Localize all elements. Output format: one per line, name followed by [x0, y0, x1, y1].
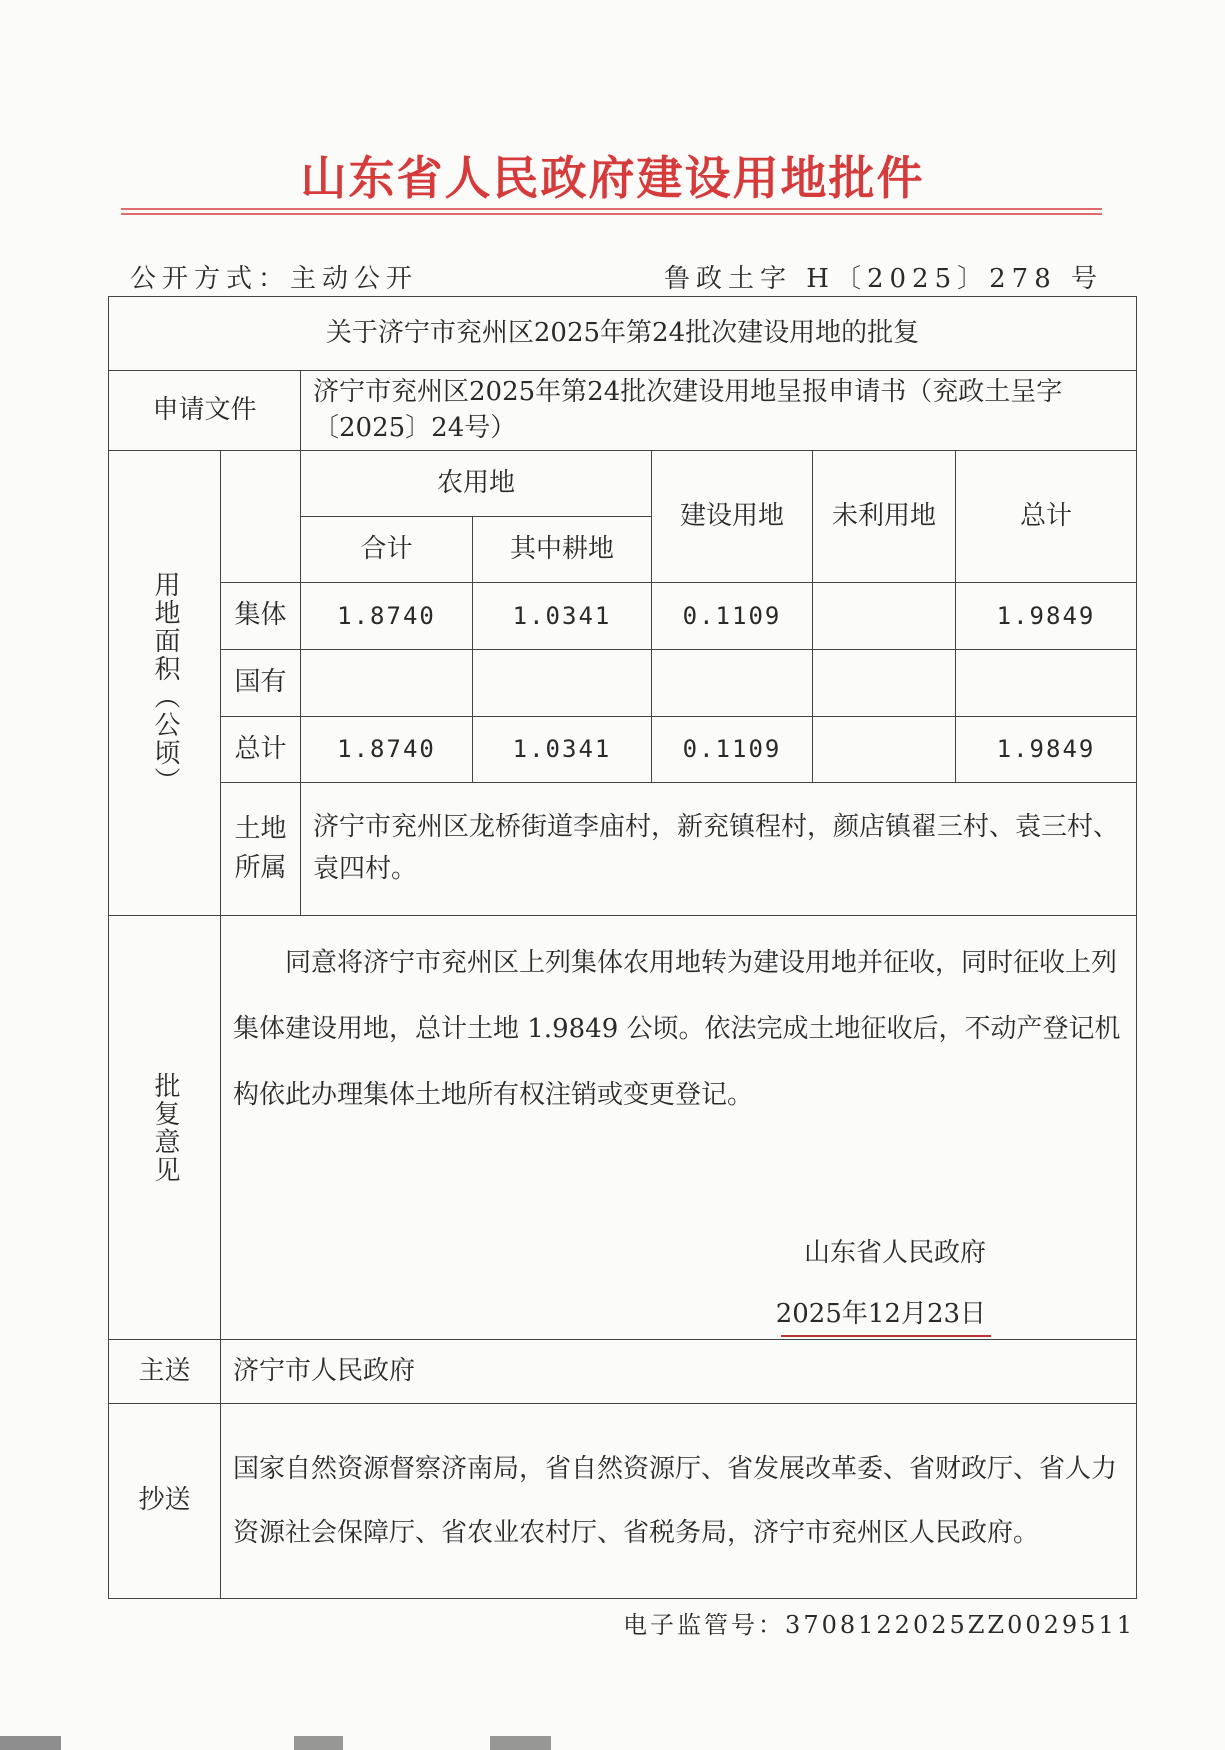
- row-label: 国有: [221, 650, 301, 717]
- area-label-cell: [109, 451, 221, 916]
- application-label: 申请文件: [109, 371, 301, 451]
- farm-subtotal-header: 合计: [301, 517, 473, 583]
- subject-row: [109, 297, 1137, 371]
- row-label: 集体: [221, 583, 301, 650]
- document-number: 鲁政土字 H〔2025〕278 号: [664, 264, 1103, 294]
- scan-artifact: [0, 1736, 1225, 1750]
- approval-row: [109, 916, 1137, 1340]
- location-row: [109, 783, 1137, 916]
- cc-label: 抄送: [109, 1404, 221, 1599]
- construction-value: 0.1109: [652, 717, 813, 783]
- title-rule-top: [121, 208, 1102, 210]
- document-title: 山东省人民政府建设用地批件: [300, 151, 925, 205]
- location-label: [221, 783, 301, 916]
- farm-land-header: 农用地: [301, 451, 652, 517]
- send-to-row: [109, 1340, 1137, 1404]
- farm-total-value: 1.8740: [301, 583, 473, 650]
- construction-value: 0.1109: [652, 583, 813, 650]
- unused-land-header: 未利用地: [813, 451, 956, 583]
- approval-table: [108, 296, 1137, 1599]
- approval-date: 2025年12月23日: [775, 1299, 987, 1330]
- issuer-block: [221, 1236, 1136, 1271]
- arable-value: [473, 650, 652, 717]
- unused-value: [813, 583, 956, 650]
- area-corner-cell: [221, 451, 301, 583]
- approval-label: 批复意见: [150, 1071, 181, 1184]
- approval-content: [221, 916, 1137, 1340]
- farm-total-value: 1.8740: [301, 717, 473, 783]
- total-value: 1.9849: [956, 717, 1137, 783]
- stamp-edge: [781, 1333, 991, 1337]
- send-to-value: 济宁市人民政府: [221, 1340, 1137, 1404]
- stamp-line: [781, 1335, 991, 1337]
- table-row: [109, 717, 1137, 783]
- subject-title: 关于济宁市兖州区2025年第24批次建设用地的批复: [109, 297, 1137, 371]
- construction-value: [652, 650, 813, 717]
- area-label: 用地面积（公顷）: [150, 571, 181, 795]
- arable-value: 1.0341: [473, 583, 652, 650]
- farm-total-value: [301, 650, 473, 717]
- table-row: [109, 650, 1137, 717]
- unused-value: [813, 650, 956, 717]
- unused-value: [813, 717, 956, 783]
- row-label: 总计: [221, 717, 301, 783]
- total-header: 总计: [956, 451, 1137, 583]
- cc-value: 国家自然资源督察济南局，省自然资源厅、省发展改革委、省财政厅、省人力资源社会保障厅、省农业农村厅、省税务局，济宁市兖州区人民政府。: [221, 1404, 1137, 1599]
- supervision-number: 电子监管号：3708122025ZZ0029511: [623, 1611, 1135, 1639]
- title-rule-bottom: [121, 213, 1102, 215]
- send-to-label: 主送: [109, 1340, 221, 1404]
- arable-value: 1.0341: [473, 717, 652, 783]
- arable-header: 其中耕地: [473, 517, 652, 583]
- total-value: [956, 650, 1137, 717]
- location-value: 济宁市兖州区龙桥街道李庙村，新兖镇程村，颜店镇翟三村、袁三村、袁四村。: [301, 783, 1137, 916]
- approval-label-cell: [109, 916, 221, 1340]
- application-value: 济宁市兖州区2025年第24批次建设用地呈报申请书（兖政土呈字〔2025〕24号）: [301, 371, 1137, 451]
- construction-land-header: 建设用地: [652, 451, 813, 583]
- approval-text: 同意将济宁市兖州区上列集体农用地转为建设用地并征收，同时征收上列集体建设用地，总计土地 1.9849 公顷。依法完成土地征收后，不动产登记机构依此办理集体土地所有权注销或变更登记。: [233, 948, 1121, 1110]
- total-value: 1.9849: [956, 583, 1137, 650]
- publicity-mode: 公开方式：主动公开: [130, 264, 419, 294]
- location-label-text: 土地所属: [234, 814, 287, 883]
- cc-row: [109, 1404, 1137, 1599]
- issuer-name: 山东省人民政府: [804, 1238, 987, 1268]
- table-row: [109, 583, 1137, 650]
- application-row: [109, 371, 1137, 451]
- date-block: [221, 1297, 1136, 1332]
- area-header-row-1: [109, 451, 1137, 517]
